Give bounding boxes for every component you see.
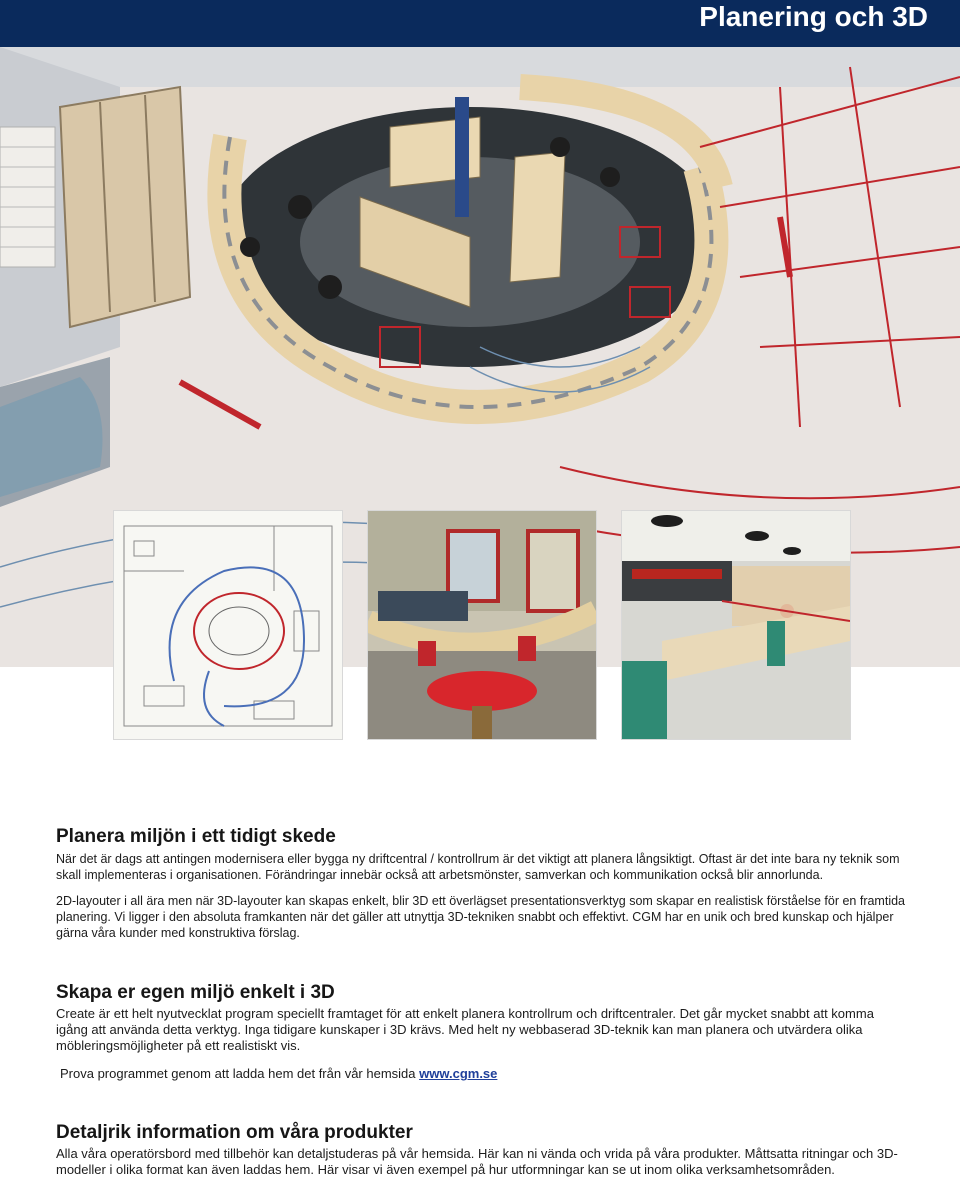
render-thumbnail [367, 510, 597, 740]
section-title: Skapa er egen miljö enkelt i 3D [56, 982, 335, 1003]
section-paragraph: När det är dags att antingen modernisera eller bygga ny driftcentral / kontrollrum är det viktigt att planera långsiktigt. Oftast är det inte bara ny teknik som skall implementeras i organisationen. Förändringar innebär också att arbetsmönster, samverkan och kommunikation också blir annorlunda. [56, 852, 900, 882]
workstation-thumbnail [621, 510, 851, 740]
section-paragraph: Alla våra operatörsbord med tillbehör kan detaljstuderas på vår hemsida. Här kan ni vända och vrida på våra produkter. Måttsatta ritningar och 3D-modeller i olika format kan även laddas hem. Här visar vi även exempel på hur utformningar kan se ut inom olika verksamhetsområden. [56, 1146, 898, 1177]
page-header [0, 0, 960, 47]
section-create-3d [56, 981, 876, 1082]
section-plan-early [56, 825, 916, 941]
download-prompt [56, 1066, 876, 1082]
page-title: Planering och 3D [699, 1, 928, 32]
download-prompt-text: Prova programmet genom att ladda hem det från vår hemsida [60, 1066, 420, 1081]
section-paragraph: 2D-layouter i all ära men när 3D-layouter kan skapas enkelt, blir 3D ett överlägset presentationsverktyg som skapar en realistisk förståelse för en framtida planering. Vi ligger i den absoluta framkanten när det gäller att utnyttja 3D-tekniken snabbt och effektivt. CGM har en unik och bred kunskap och hjälper gärna våra kunder med konstruktiva förslag. [56, 894, 905, 940]
section-paragraph: Create är ett helt nyutvecklat program speciellt framtaget för att enkelt planera kontrollrum och driftcentraler. Det går mycket snabbt att komma igång att använda detta verktyg. Inga tidigare kunskaper i 3D krävs. Med helt ny webbaserad 3D-teknik kan man planera och utvärdera olika möbleringsmöjligheter på ett realistiskt vis. [56, 1006, 874, 1053]
3d-control-room-render-icon [368, 511, 596, 739]
hand-sketch-layout-icon [114, 511, 342, 739]
section-product-details [56, 1121, 906, 1178]
3d-operator-workstation-render-icon [622, 511, 850, 739]
section-title: Detaljrik information om våra produkter [56, 1122, 413, 1143]
section-title: Planera miljön i ett tidigt skede [56, 826, 336, 847]
website-link[interactable]: www.cgm.se [419, 1066, 498, 1081]
sketch-thumbnail [113, 510, 343, 740]
